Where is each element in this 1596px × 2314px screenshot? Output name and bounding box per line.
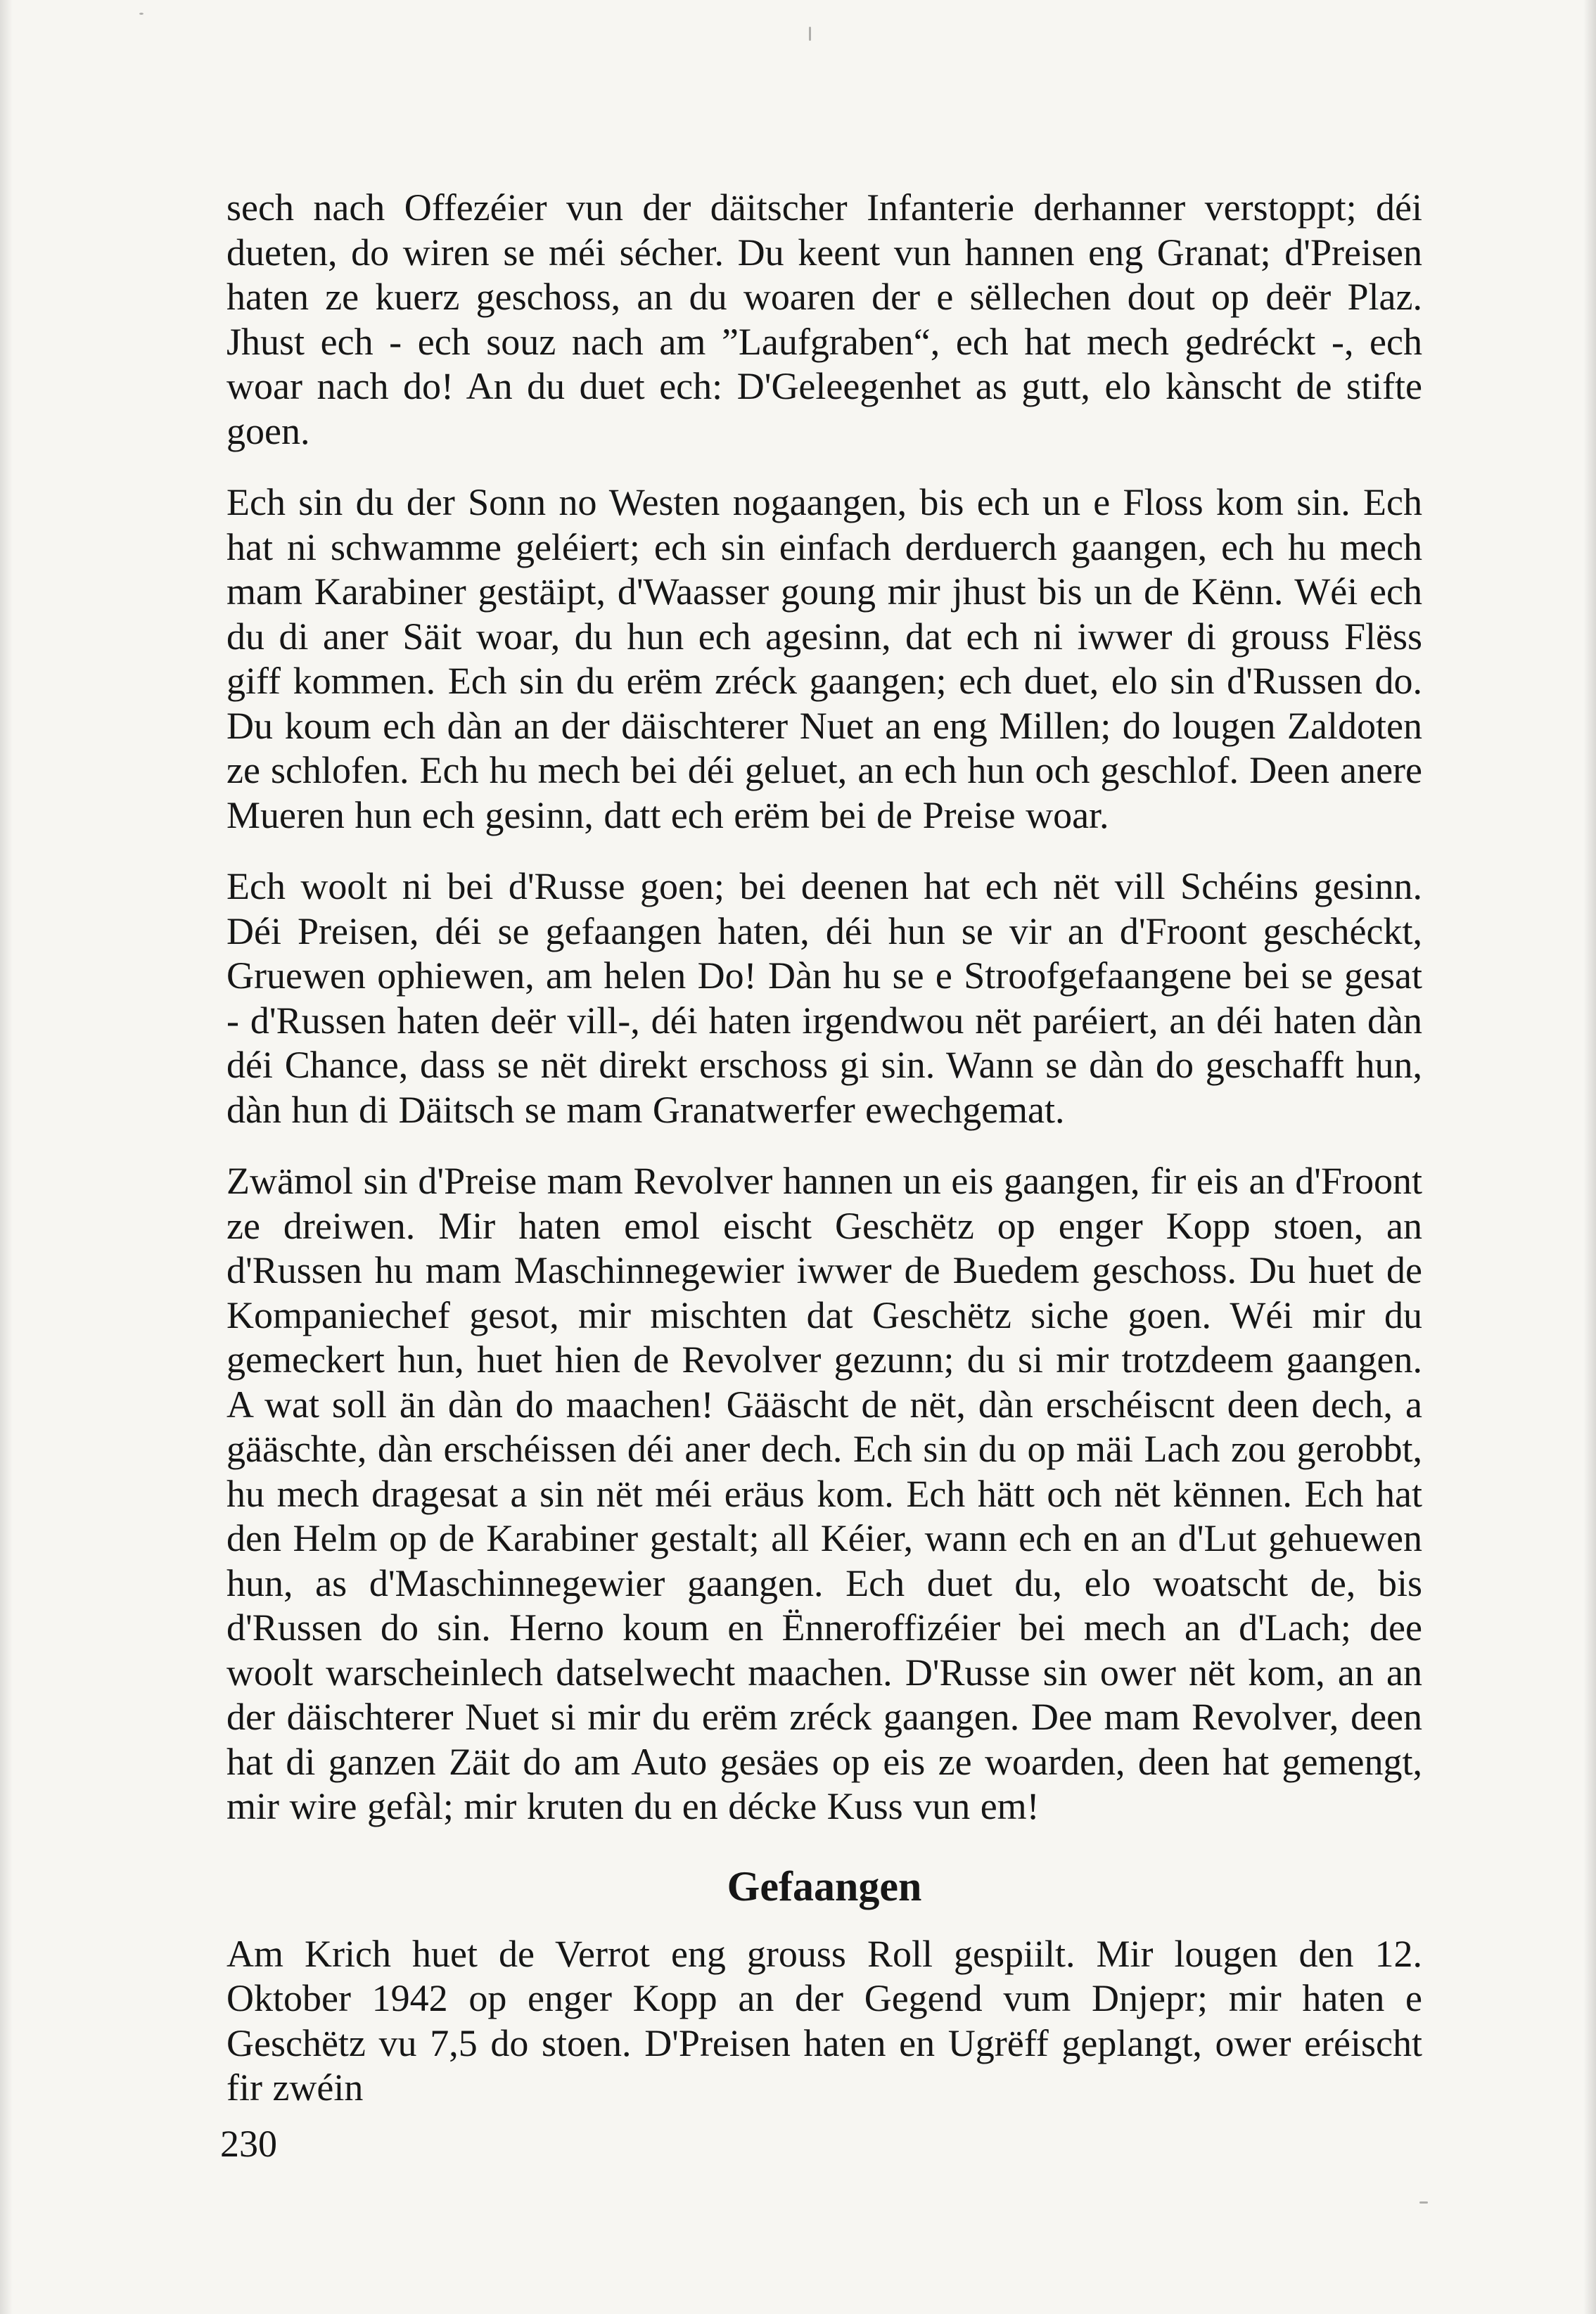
paragraph: Ech woolt ni bei d'Russe goen; bei deenen hat ech nët vill Schéins gesinn. Déi Preisen, déi se gefaangen haten, déi hun se vir an d'Froont geschéckt, Gruewen ophiewen, am helen Do! Dàn hu se e Stroofgefaangene bei se gesat - d'Russen haten deër vill-, déi haten irgendwou nët paréiert, an déi haten dàn déi Chance, dass se nët direkt erschoss gi sin. Wann se dàn do geschafft hun, dàn hun di Däitsch se mam Granatwerfer ewechgemat. xyxy=(226,865,1422,1131)
paragraph: sech nach Offezéier vun der däitscher Infanterie derhanner verstoppt; déi dueten, do wiren se méi sécher. Du keent vun hannen eng Granat; d'Preisen haten ze kuerz geschoss, an du woaren der e sëllechen dout op deër Plaz. Jhust ech - ech souz nach am ”Laufgraben“, ech hat mech gedréckt -, ech woar nach do! An du duet ech: D'Geleegenhet as gutt, elo kànscht de stifte goen. xyxy=(226,186,1422,452)
scan-shadow-right xyxy=(1583,0,1596,2314)
scan-speck xyxy=(139,13,143,15)
scan-shadow-left xyxy=(0,0,13,2314)
page-number: 230 xyxy=(220,2123,277,2165)
body-text xyxy=(226,186,1422,2137)
section-heading: Gefaangen xyxy=(727,1862,922,1910)
paragraph: Zwämol sin d'Preise mam Revolver hannen un eis gaangen, fir eis an d'Froont ze dreiwen. Mir haten emol eischt Geschëtz op enger Kopp stoen, an d'Russen hu mam Maschinnegewier iwwer de Buedem geschoss. Du huet de Kompaniechef gesot, mir mischten dat Geschëtz siche goen. Wéi mir du gemeckert hun, huet hien de Revolver gezunn; du si mir trotzdeem gaangen. A wat soll än dàn do maachen! Gääscht de nët, dàn erschéiscnt deen dech, a gääschte, dàn erschéissen déi aner dech. Ech sin du op mäi Lach zou gerobbt, hu mech dragesat a sin nët méi eräus kom. Ech hätt och nët kënnen. Ech hat den Helm op de Karabiner gestalt; all Kéier, wann ech en an d'Lut gehuewen hun, as d'Maschinnegewier gaangen. Ech duet du, elo woatscht de, bis d'Russen do sin. Herno koum en Ënneroffizéier bei mech an d'Lach; dee woolt warscheinlech datselwecht maachen. D'Russe sin ower nët kom, an an der däischterer Nuet si mir du erëm zréck gaangen. Dee mam Revolver, deen hat di ganzen Zäit do am Auto gesäes op eis ze woarden, deen hat gemengt, mir wire gefàl; mir kruten du en décke Kuss vun em! xyxy=(226,1160,1422,1827)
paragraph: Am Krich huet de Verrot eng grouss Roll gespiilt. Mir lougen den 12. Oktober 1942 op enger Kopp an der Gegend vum Dnjepr; mir haten e Geschëtz vu 7,5 do stoen. D'Preisen haten en Ugrëff geplangt, ower eréischt fir zwéin xyxy=(226,1932,1422,2109)
scan-speck xyxy=(1419,2201,1428,2204)
scan-speck xyxy=(809,27,811,41)
paragraph: Ech sin du der Sonn no Westen nogaangen, bis ech un e Floss kom sin. Ech hat ni schwamme geléiert; ech sin einfach derduerch gaangen, ech hu mech mam Karabiner gestäipt, d'Waasser goung mir jhust bis un de Kënn. Wéi ech du di aner Säit woar, du hun ech agesinn, dat ech ni iwwer di grouss Flëss giff kommen. Ech sin du erëm zréck gaangen; ech duet, elo sin d'Russen do. Du koum ech dàn an der däischterer Nuet an eng Millen; do lougen Zaldoten ze schlofen. Ech hu mech bei déi geluet, an ech hun och geschlof. Deen anere Mueren hun ech gesinn, datt ech erëm bei de Preise woar. xyxy=(226,481,1422,836)
